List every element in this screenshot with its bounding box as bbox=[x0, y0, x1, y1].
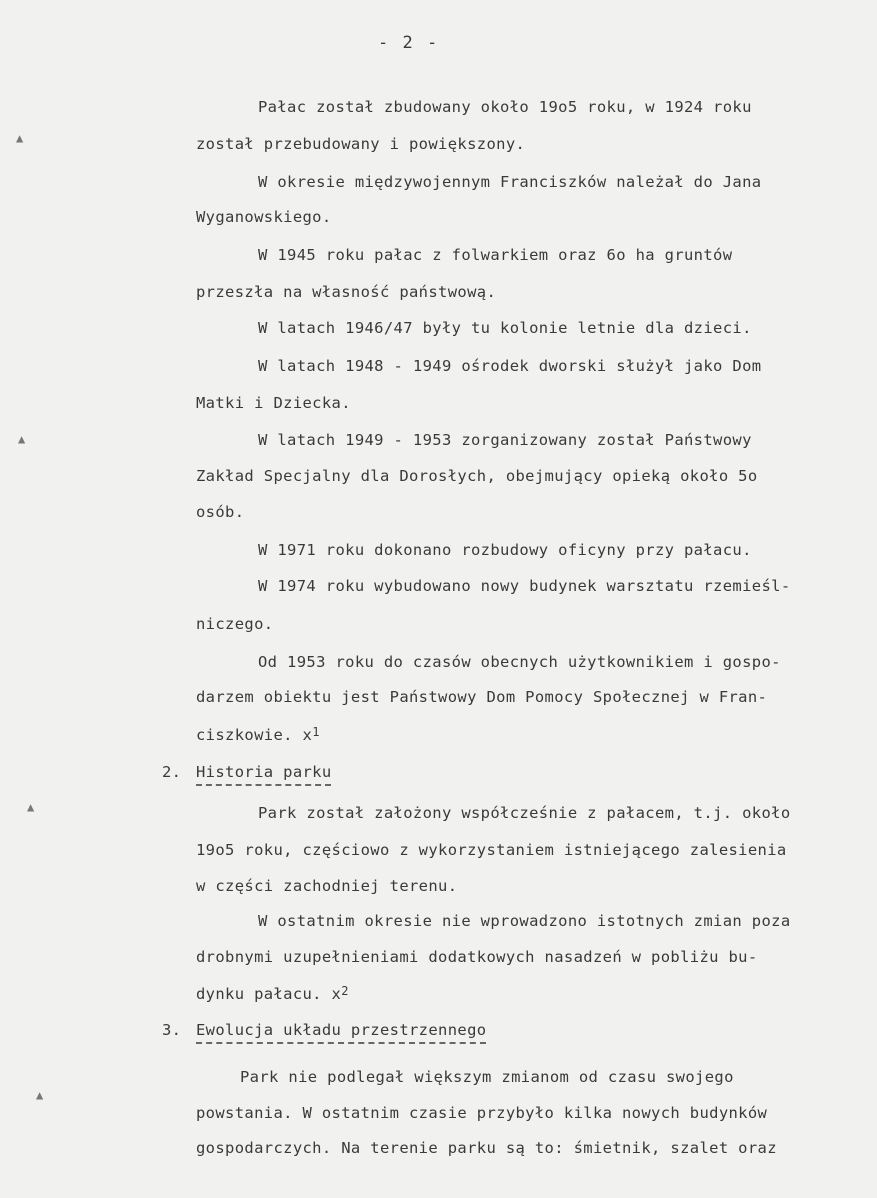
text-line: W latach 1946/47 były tu kolonie letnie dla dzieci. bbox=[258, 319, 752, 337]
text-line: gospodarczych. Na terenie parku są to: śmietnik, szalet oraz bbox=[196, 1139, 777, 1157]
text-line-body: dynku pałacu. x bbox=[196, 985, 342, 1003]
margin-speck: ▲ bbox=[16, 131, 24, 145]
text-line: Park został założony współcześnie z pałacem, t.j. około bbox=[258, 804, 791, 822]
text-line: W okresie międzywojennym Franciszków należał do Jana bbox=[258, 173, 762, 191]
section-title: Historia parku bbox=[196, 763, 332, 781]
text-line: W ostatnim okresie nie wprowadzono istotnych zmian poza bbox=[258, 912, 791, 930]
text-line: drobnymi uzupełnieniami dodatkowych nasadzeń w pobliżu bu- bbox=[196, 948, 758, 966]
text-line: 19o5 roku, częściowo z wykorzystaniem istniejącego zalesienia bbox=[196, 841, 787, 859]
text-line: Zakład Specjalny dla Dorosłych, obejmujący opieką około 5o bbox=[196, 467, 758, 485]
text-line: Pałac został zbudowany około 19o5 roku, w 1924 roku bbox=[258, 98, 752, 116]
text-line: Park nie podlegał większym zmianom od czasu swojego bbox=[240, 1068, 734, 1086]
section-heading-3 bbox=[162, 1020, 486, 1040]
section-title: Ewolucja układu przestrzennego bbox=[196, 1021, 487, 1039]
margin-speck: ▲ bbox=[36, 1088, 44, 1102]
section-number: 3. bbox=[162, 1021, 182, 1039]
page-number: - 2 - bbox=[378, 33, 440, 53]
text-line: w części zachodniej terenu. bbox=[196, 877, 458, 895]
section-heading-2 bbox=[162, 762, 332, 782]
text-line: został przebudowany i powiększony. bbox=[196, 135, 526, 153]
margin-speck: ▲ bbox=[18, 432, 26, 446]
text-line: powstania. W ostatnim czasie przybyło kilka nowych budynków bbox=[196, 1104, 768, 1122]
text-line: W latach 1948 - 1949 ośrodek dworski służył jako Dom bbox=[258, 357, 762, 375]
text-line: W latach 1949 - 1953 zorganizowany został Państwowy bbox=[258, 431, 752, 449]
text-line: W 1971 roku dokonano rozbudowy oficyny przy pałacu. bbox=[258, 541, 752, 559]
text-line: W 1974 roku wybudowano nowy budynek warsztatu rzemieśl- bbox=[258, 577, 791, 595]
margin-speck: ▲ bbox=[27, 800, 35, 814]
section-number: 2. bbox=[162, 763, 182, 781]
text-line: Wyganowskiego. bbox=[196, 208, 332, 226]
footnote-ref: 1 bbox=[312, 725, 320, 739]
text-line bbox=[196, 725, 320, 746]
text-line: W 1945 roku pałac z folwarkiem oraz 6o ha gruntów bbox=[258, 246, 733, 264]
text-line: osób. bbox=[196, 503, 245, 521]
text-line: Matki i Dziecka. bbox=[196, 394, 351, 412]
text-line bbox=[196, 984, 349, 1005]
text-line: przeszła na własność państwową. bbox=[196, 283, 497, 301]
text-line-body: ciszkowie. x bbox=[196, 726, 313, 744]
text-line: niczego. bbox=[196, 615, 274, 633]
text-line: darzem obiektu jest Państwowy Dom Pomocy Społecznej w Fran- bbox=[196, 688, 768, 706]
text-line: Od 1953 roku do czasów obecnych użytkownikiem i gospo- bbox=[258, 653, 781, 671]
footnote-ref: 2 bbox=[341, 984, 349, 998]
